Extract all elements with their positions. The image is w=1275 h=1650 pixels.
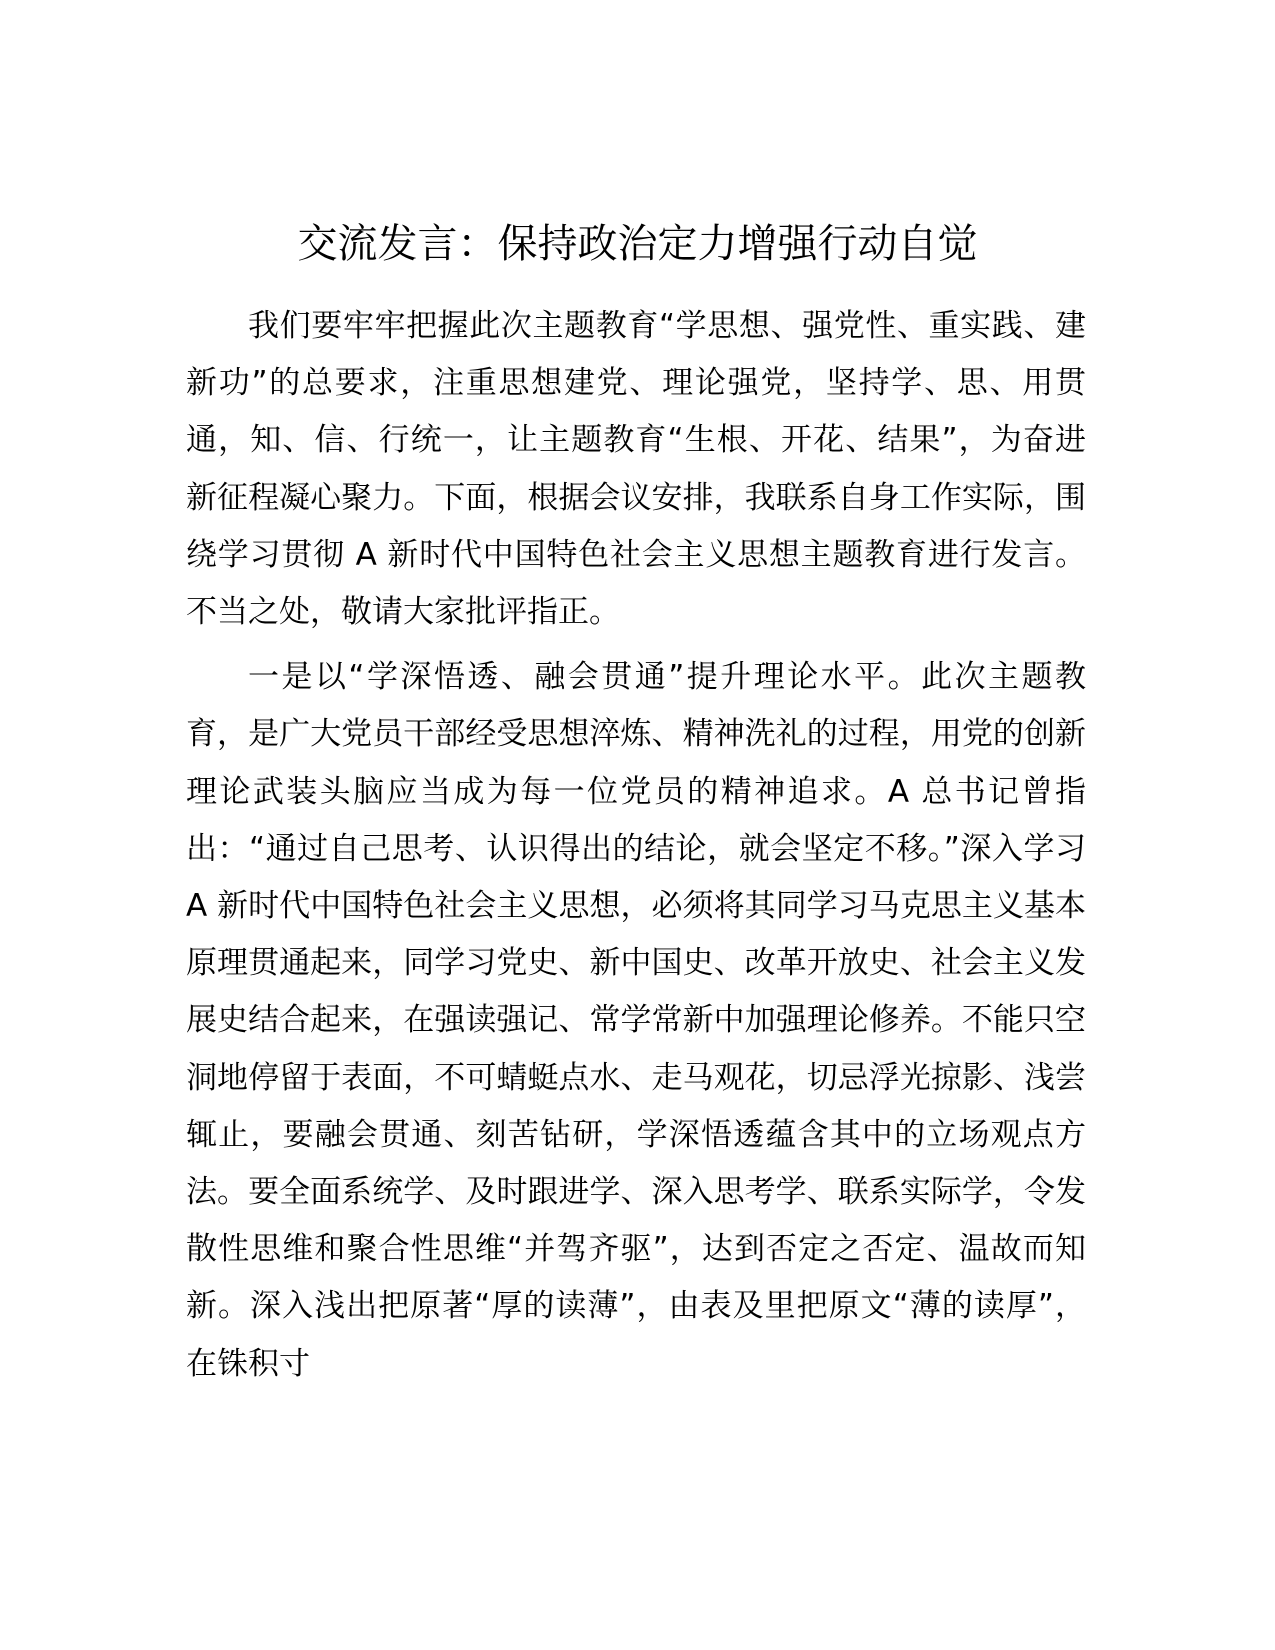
paragraph-point-one: 一是以“学深悟透、融会贯通”提升理论水平。此次主题教育，是广大党员干部经受思想淬炼、精神洗礼的过程，用党的创新理论武装头脑应当成为每一位党员的精神追求。A 总书记曾指出：“通过自己思考、认识得出的结论，就会坚定不移。”深入学习 A 新时代中国特色社会主义思想，必须将其同学习马克思主义基本原理贯通起来，同学习党史、新中国史、改革开放史、社会主义发展史结合起来，在强读强记、常学常新中加强理论修养。不能只空洞地停留于表面，不可蜻蜓点水、走马观花，切忌浮光掠影、浅尝辄止，要融会贯通、刻苦钻研，学深悟透蕴含其中的立场观点方法。要全面系统学、及时跟进学、深入思考学、联系实际学，令发散性思维和聚合性思维“并驾齐驱”，达到否定之否定、温故而知新。深入浅出把原著“厚的读薄”，由表及里把原文“薄的读厚”，在铢积寸 (186, 659, 1086, 1382)
document-body (186, 298, 1086, 1393)
document-title: 交流发言：保持政治定力增强行动自觉 (297, 221, 978, 267)
paragraph-intro: 我们要牢牢把握此次主题教育“学思想、强党性、重实践、建新功”的总要求，注重思想建党、理论强党，坚持学、思、用贯通，知、信、行统一，让主题教育“生根、开花、结果”，为奋进新征程凝心聚力。下面，根据会议安排，我联系自身工作实际，围绕学习贯彻 A 新时代中国特色社会主义思想主题教育进行发言。不当之处，敬请大家批评指正。 (186, 308, 1086, 631)
